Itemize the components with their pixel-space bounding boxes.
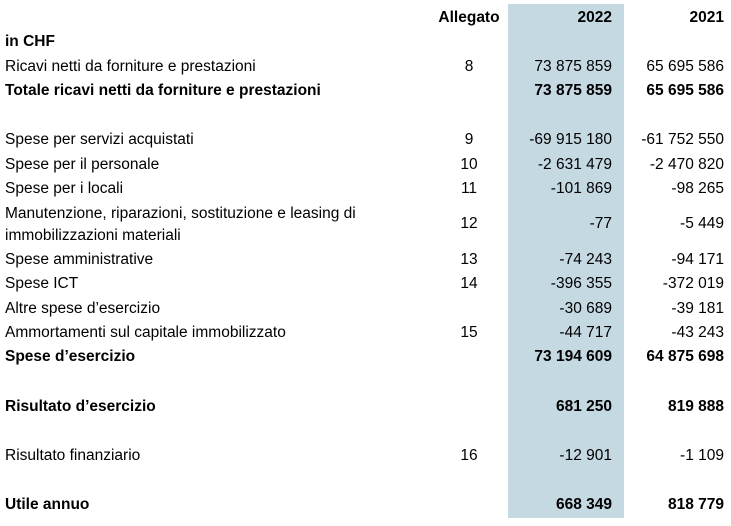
row-label: Altre spese d’esercizio bbox=[5, 300, 161, 317]
row-value-2022: -396 355 bbox=[550, 275, 612, 292]
row-value-2021: -94 171 bbox=[671, 251, 724, 268]
row-label: Spese per il personale bbox=[5, 156, 160, 173]
row-value-2021: -39 181 bbox=[671, 300, 724, 317]
row-value-2022: -30 689 bbox=[559, 300, 612, 317]
row-ref: 9 bbox=[464, 131, 474, 148]
row-value-2021: 818 779 bbox=[667, 496, 724, 513]
row-label: Ricavi netti da forniture e prestazioni bbox=[5, 58, 256, 75]
row-ref: 12 bbox=[460, 215, 478, 232]
row-value-2021: -43 243 bbox=[671, 324, 724, 341]
row-ref: 14 bbox=[460, 275, 478, 292]
row-value-2022: 73 194 609 bbox=[534, 348, 612, 365]
row-value-2021: -5 449 bbox=[680, 215, 724, 232]
row-ref: 8 bbox=[464, 58, 474, 75]
row-value-2022: -69 915 180 bbox=[529, 131, 612, 148]
row-value-2021: 65 695 586 bbox=[646, 82, 724, 99]
row-label: Manutenzione, riparazioni, sostituzione e leasing di immobilizzazioni materiali bbox=[5, 205, 356, 244]
currency-label: in CHF bbox=[5, 33, 55, 50]
row-value-2022: 73 875 859 bbox=[534, 58, 612, 75]
row-label: Totale ricavi netti da forniture e prestazioni bbox=[5, 82, 321, 99]
row-value-2022: 668 349 bbox=[555, 496, 612, 513]
row-ref: 10 bbox=[460, 156, 478, 173]
row-label: Spese amministrative bbox=[5, 251, 154, 268]
row-value-2022: 681 250 bbox=[555, 398, 612, 415]
row-value-2021: -2 470 820 bbox=[649, 156, 724, 173]
row-value-2022: -101 869 bbox=[550, 180, 612, 197]
row-value-2022: -74 243 bbox=[559, 251, 612, 268]
row-ref: 16 bbox=[460, 447, 478, 464]
year-2022-header: 2022 bbox=[577, 9, 612, 26]
row-value-2022: -2 631 479 bbox=[537, 156, 612, 173]
row-label: Spese ICT bbox=[5, 275, 79, 292]
row-label: Spese per i locali bbox=[5, 180, 124, 197]
row-label: Spese per servizi acquistati bbox=[5, 131, 194, 148]
row-value-2021: 65 695 586 bbox=[646, 58, 724, 75]
allegato-header: Allegato bbox=[438, 9, 500, 26]
row-label: Spese d’esercizio bbox=[5, 348, 136, 365]
year-2021-header: 2021 bbox=[689, 9, 724, 26]
row-label: Ammortamenti sul capitale immobilizzato bbox=[5, 324, 286, 341]
row-value-2022: 73 875 859 bbox=[534, 82, 612, 99]
row-value-2022: -12 901 bbox=[559, 447, 612, 464]
row-label: Risultato d’esercizio bbox=[5, 398, 156, 415]
row-value-2022: -77 bbox=[589, 215, 612, 232]
row-label: Utile annuo bbox=[5, 496, 90, 513]
row-value-2021: -1 109 bbox=[680, 447, 724, 464]
row-value-2021: -98 265 bbox=[671, 180, 724, 197]
row-value-2021: 819 888 bbox=[667, 398, 724, 415]
row-ref: 13 bbox=[460, 251, 478, 268]
row-label: Risultato finanziario bbox=[5, 447, 141, 464]
row-value-2022: -44 717 bbox=[559, 324, 612, 341]
row-value-2021: -61 752 550 bbox=[641, 131, 724, 148]
row-value-2021: -372 019 bbox=[662, 275, 724, 292]
row-value-2021: 64 875 698 bbox=[646, 348, 724, 365]
row-ref: 11 bbox=[460, 180, 478, 197]
row-ref: 15 bbox=[460, 324, 478, 341]
